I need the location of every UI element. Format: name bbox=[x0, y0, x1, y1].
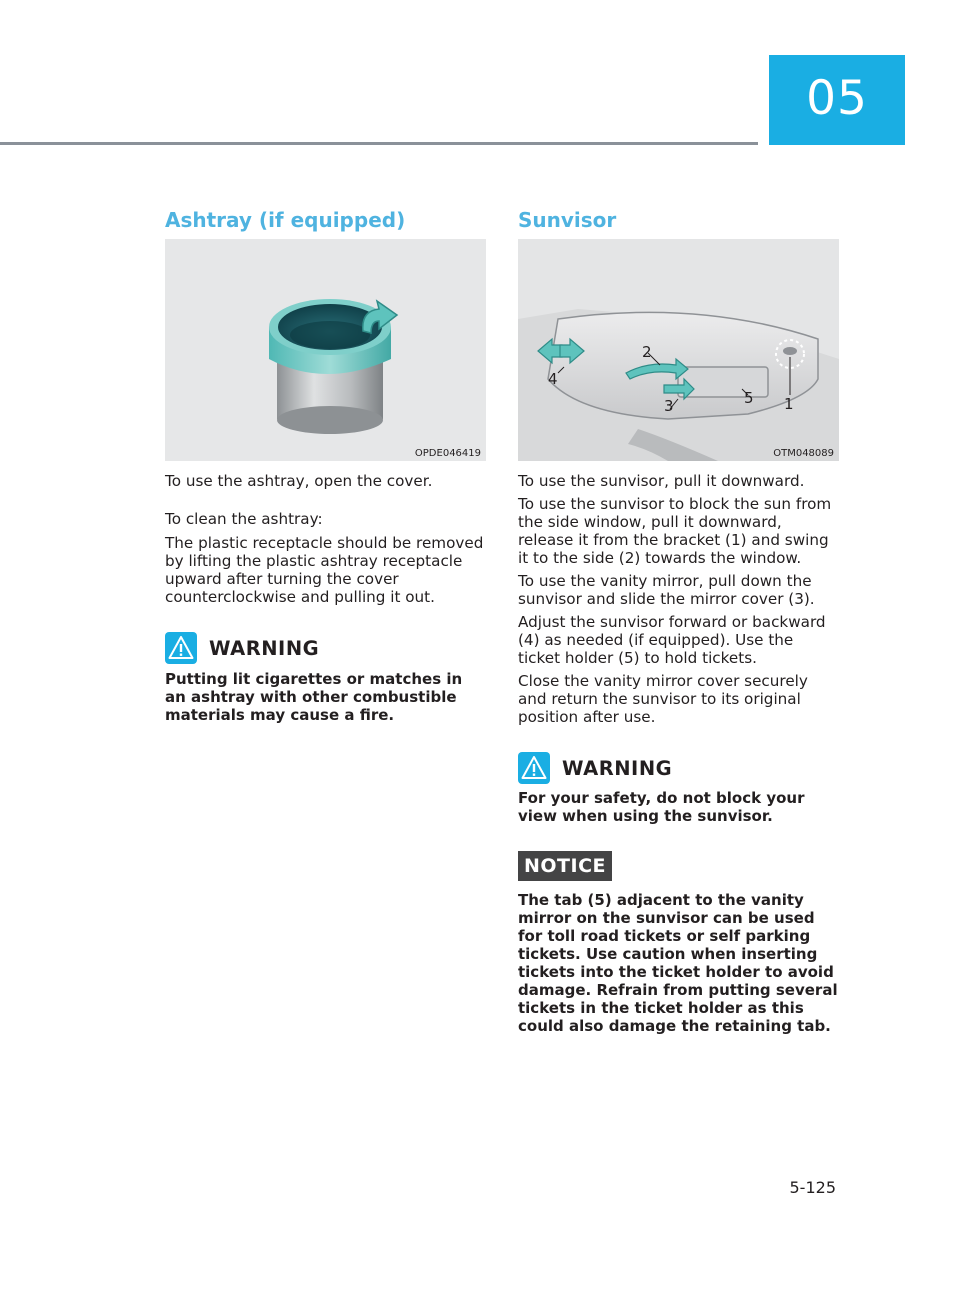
ashtray-warning-label: WARNING bbox=[209, 636, 320, 660]
ashtray-para-1: To use the ashtray, open the cover. bbox=[165, 472, 433, 490]
header-rule bbox=[0, 142, 758, 145]
sunvisor-section bbox=[518, 205, 839, 1035]
sunvisor-para-3: To use the vanity mirror, pull down the sunvisor and slide the mirror cover (3). bbox=[518, 572, 815, 608]
sunvisor-warning-text: For your safety, do not block your view when using the sunvisor. bbox=[518, 789, 805, 825]
warning-icon bbox=[165, 632, 197, 664]
callout-4: 4 bbox=[548, 370, 558, 388]
ashtray-para-3: The plastic receptacle should be removed by lifting the plastic ashtray receptacle upward after turning the cover counterclockwise and pulling it out. bbox=[165, 534, 484, 606]
ashtray-title: Ashtray (if equipped) bbox=[165, 208, 406, 232]
ashtray-image bbox=[165, 239, 486, 461]
ashtray-warning-header bbox=[165, 632, 486, 664]
ashtray-para-2: To clean the ashtray: bbox=[165, 510, 323, 528]
notice-text: The tab (5) adjacent to the vanity mirror on the sunvisor can be used for toll road tickets or self parking tickets. Use caution when inserting tickets into the ticket holder to avoid damage. Refrain from putting several tickets in the ticket holder as this could also damage the retaining tab. bbox=[518, 891, 838, 1035]
notice-header bbox=[518, 851, 839, 881]
sunvisor-warning-label: WARNING bbox=[562, 756, 673, 780]
callout-2: 2 bbox=[642, 343, 652, 361]
warning-icon bbox=[518, 752, 550, 784]
ashtray-illustration bbox=[165, 239, 486, 461]
page-number: 5-125 bbox=[789, 1178, 836, 1197]
sunvisor-para-5: Close the vanity mirror cover securely and return the sunvisor to its original position after use. bbox=[518, 672, 808, 726]
sunvisor-illustration bbox=[518, 239, 839, 461]
sunvisor-image bbox=[518, 239, 839, 461]
sunvisor-para-2: To use the sunvisor to block the sun from the side window, pull it downward, release it from the bracket (1) and swing it to the side (2) towards the window. bbox=[518, 495, 832, 567]
notice-label: NOTICE bbox=[518, 851, 612, 881]
chapter-tab bbox=[769, 55, 905, 145]
callout-3: 3 bbox=[664, 397, 674, 415]
sunvisor-para-4: Adjust the sunvisor forward or backward (4) as needed (if equipped). Use the ticket holder (5) to hold tickets. bbox=[518, 613, 826, 667]
ashtray-figure-code: OPDE046419 bbox=[414, 448, 481, 459]
callout-1: 1 bbox=[784, 395, 794, 413]
sunvisor-figure-code: OTM048089 bbox=[773, 448, 834, 459]
ashtray-warning-text: Putting lit cigarettes or matches in an ashtray with other combustible materials may cause a fire. bbox=[165, 670, 463, 724]
chapter-number: 05 bbox=[806, 71, 868, 126]
sunvisor-title: Sunvisor bbox=[518, 208, 617, 232]
ashtray-section bbox=[165, 205, 486, 724]
sunvisor-para-1: To use the sunvisor, pull it downward. bbox=[518, 472, 805, 490]
sunvisor-warning-header bbox=[518, 752, 839, 784]
callout-5: 5 bbox=[744, 389, 754, 407]
